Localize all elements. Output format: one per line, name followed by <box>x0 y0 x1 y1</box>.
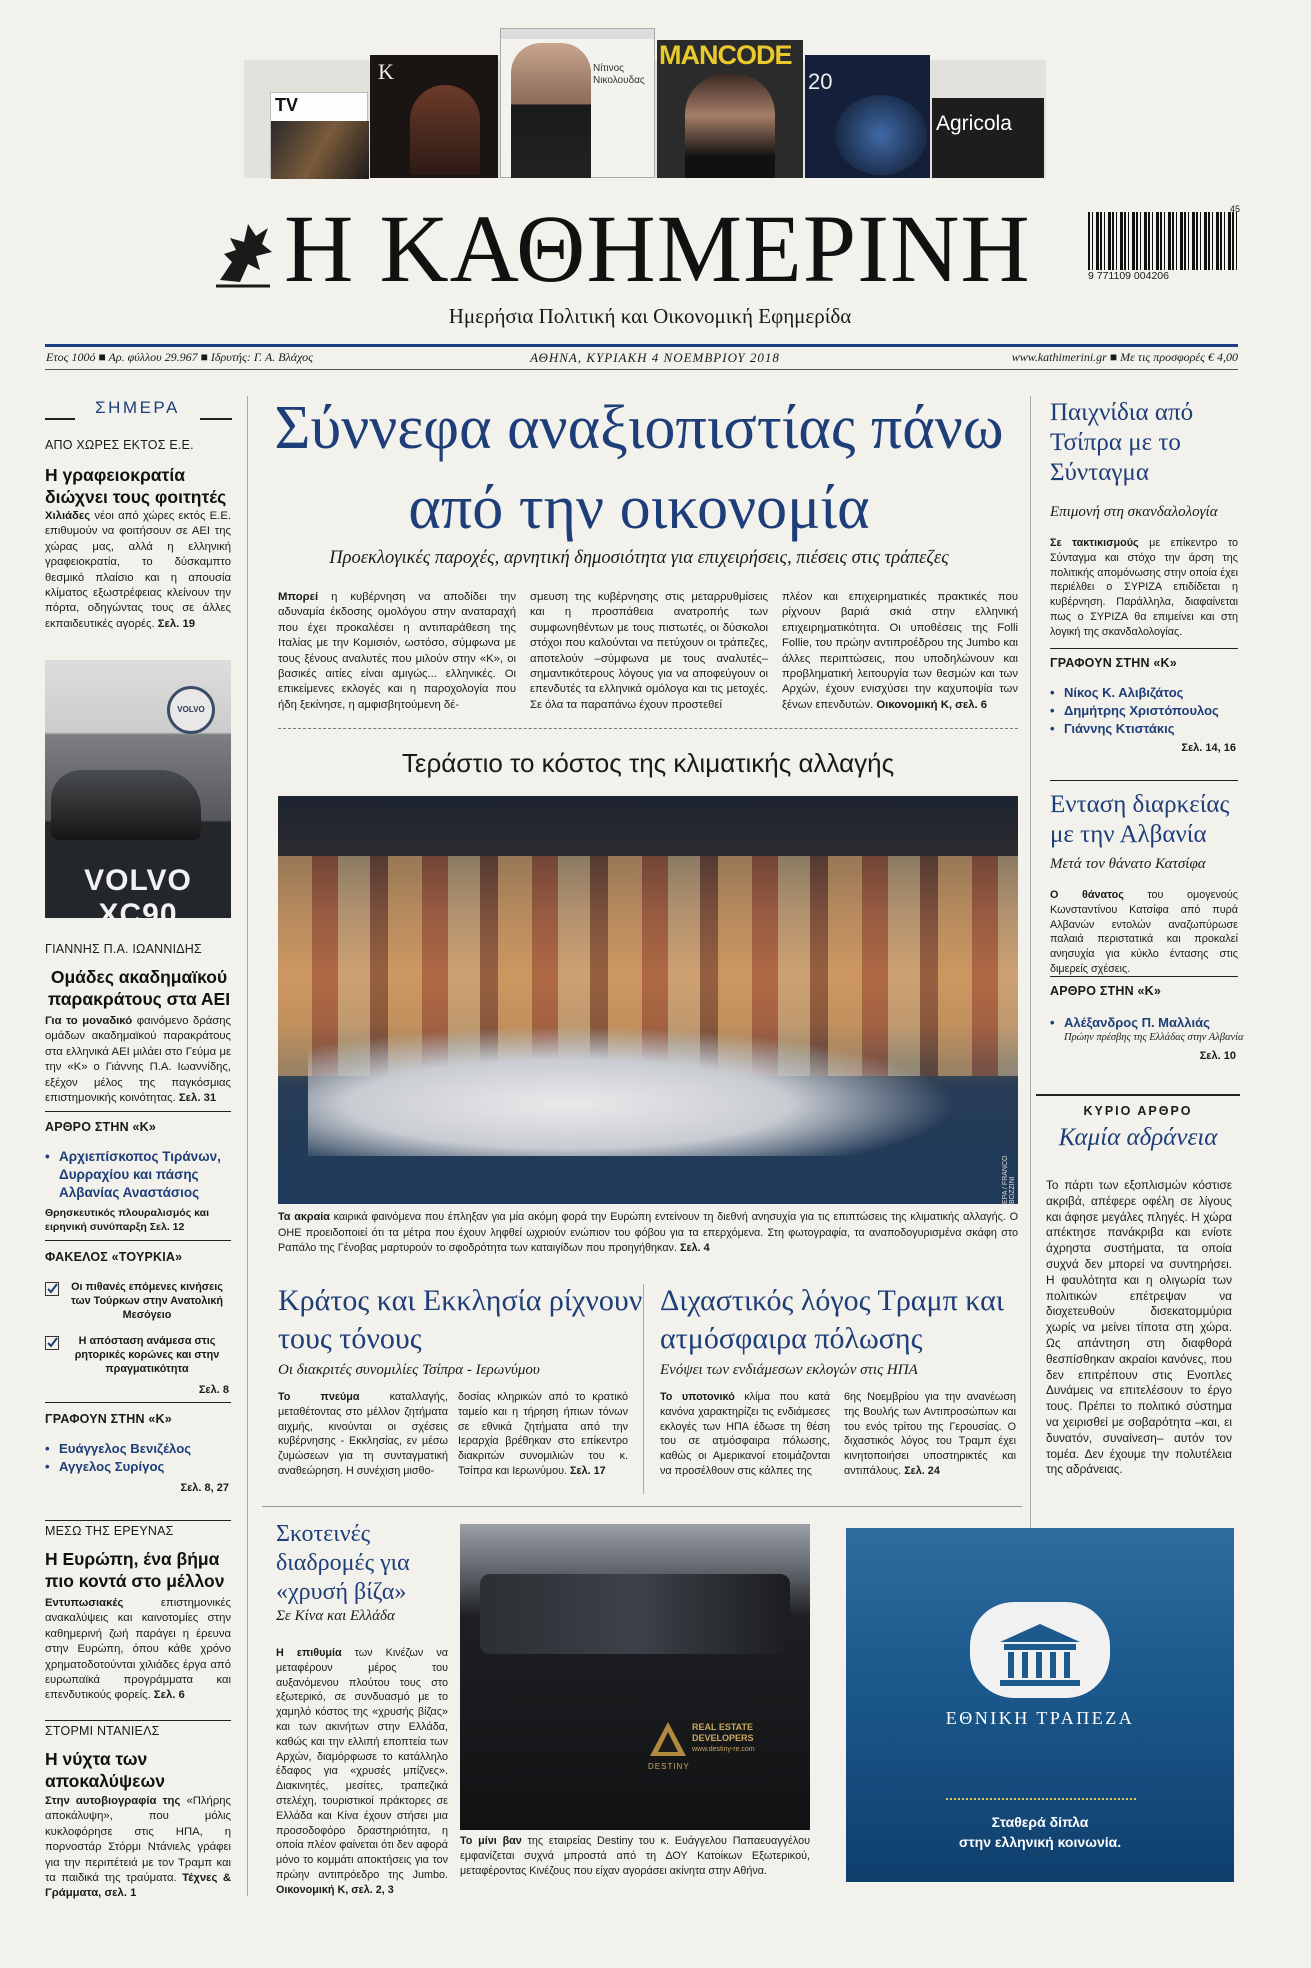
volvo-ad-label: VOLVO XC90 <box>84 864 192 931</box>
left-text-7-lead: Στην αυτοβιογραφία της <box>45 1795 181 1807</box>
right-sub-1: Επιμονή στη σκανδαλολογία <box>1050 504 1218 520</box>
left-text-6 <box>45 1596 231 1704</box>
left-rule-4 <box>45 1402 231 1403</box>
magazine-tv-label: TV <box>275 95 299 115</box>
left-check-item-1-text: Οι πιθανές επόμενες κινήσεις των Τούρκων στην Ανατολική Μεσόγειο <box>71 1281 223 1321</box>
right-ref-2[interactable]: Σελ. 14, 16 <box>1181 742 1236 754</box>
left-rule-3 <box>45 1240 231 1241</box>
magazine-portrait[interactable] <box>500 28 655 178</box>
photo-caption <box>278 1210 1018 1260</box>
magazine-portrait-face-image <box>511 43 591 178</box>
photo-caption-body: καιρικά φαινόμενα που έπληξαν για μία ακόμη φορά την Ευρώπη εντείνουν τη διεθνή ανησυχία για τις επιπτώσεις της κλιματικής αλλαγής. Ο ΟΗΕ προειδοποιεί ότι τα μέτρα που έχουν ληφθεί ωχριούν ενώπιον του φόβου για τα επερχόμενα. Στη φωτογραφία, τα αναποδογυρισμένα σκάφη στο Ραπάλο της Γένοβας μαρτυρούν το σφοδρότητα των καταιγίδων που προηγήθηκαν. <box>278 1211 1018 1254</box>
left-section-7: ΣΤΟΡΜΙ ΝΤΑΝΙΕΛΣ <box>45 1724 160 1738</box>
editorial-label: ΚΥΡΙΟ ΑΡΘΡΟ <box>1083 1104 1193 1118</box>
van-url: www.destiny-re.com <box>692 1746 755 1753</box>
left-section-2: ΓΙΑΝΝΗΣ Π.Α. ΙΩΑΝΝΙΔΗΣ <box>45 942 202 956</box>
dateline-right: www.kathimerini.gr ■ Με τις προσφορές € 4,00 <box>1011 350 1238 364</box>
left-text-1-body: νέοι από χώρες εκτός Ε.Ε. επιθυμούν να φοιτήσουν σε ΑΕΙ της χώρας μας, αλλά η ελληνική γραφειοκρατία, το δύσκαμπτο θεσμικό πλαίσιο και η απουσία κλίματος εξωστρέφειας κλείνουν την πόρτα, οδηγώντας τους σε άλλες εκπαιδευτικές αγορές. <box>45 510 231 630</box>
visa-photo-caption-lead: Το μίνι βαν <box>460 1835 522 1847</box>
masthead-subtitle: Ημερήσια Πολιτική και Οικονομική Εφημερίδα <box>448 304 852 328</box>
volvo-ad-car-image <box>51 770 201 840</box>
trump-col-1 <box>660 1390 830 1482</box>
left-ref-4[interactable]: Σελ. 8 <box>198 1384 229 1396</box>
right-list-4-item[interactable]: • Αλέξανδρος Π. Μαλλιάς <box>1050 1014 1240 1032</box>
right-rule-3 <box>1050 976 1238 977</box>
van-window-image <box>480 1574 790 1654</box>
left-rule-5 <box>45 1520 231 1521</box>
right-list-2-item-3[interactable]: • Γιάννης Κτιστάκις <box>1050 720 1240 738</box>
visa-photo-caption <box>460 1834 810 1882</box>
volvo-ad[interactable] <box>45 660 231 931</box>
editorial-box <box>1036 1094 1240 1484</box>
magazine-mancode-cover-image <box>685 74 775 178</box>
left-text-6-ref[interactable]: Σελ. 6 <box>150 1689 185 1702</box>
check-icon <box>45 1282 59 1296</box>
simera-label: ΣΗΜΕΡΑ <box>95 398 180 417</box>
right-text-3-lead: Ο θάνατος <box>1050 889 1124 901</box>
church-col-2-body: δοσίας κληρικών από το κρατικό ταμείο και η τήρηση ήπιων τόνων σε εθνικά ζητήματα από την Ιεραρχία βρέθηκαν στο επίκεντρο διακριτών συνομιλιών τoυ κ. Τσίπρα και Ιερωνύμου. <box>458 1391 628 1477</box>
barcode <box>1088 204 1240 284</box>
magazine-k[interactable] <box>370 55 498 178</box>
dateline-rule-top <box>45 344 1238 347</box>
trump-ref[interactable]: Σελ. 24 <box>901 1464 940 1477</box>
bank-slogan-2: στην ελληνική κοινωνία. <box>958 1834 1122 1850</box>
left-section-6: ΜΕΣΩ ΤΗΣ ΕΡΕΥΝΑΣ <box>45 1524 174 1538</box>
main-col-3-body: πλέον και επιχειρηματικές πρακτικές που ρίχνουν βαριά σκιά στην ελληνική επιχειρηματικότητα. Οι υποθέσεις της Folli Follie, του πρώην αντιπροέδρου της Jumbo και άλλες περιπτώσεις, που υποδηλώνουν και προβληματική λειτουργία των θεσμών και των Αρχών, έχουν ενισχύσει την καχυποψία των ξένων επενδυτών. <box>782 591 1018 711</box>
photo-boats-image <box>308 1026 958 1156</box>
visa-title[interactable]: Σκοτεινές διαδρομές για «χρυσή βίζα» <box>276 1521 410 1605</box>
left-text-6-body: επιστημονικές ανακαλύψεις και καινοτομίες στην καθημερινή ζωή παράγει η έρευνα στην Ευρώπη, όπου κάθε χρόνο χρηματοδοτούνται χιλιάδες έργα από ευρωπαϊκά προγράμματα και επενδυτικούς φορείς. <box>45 1597 231 1702</box>
left-text-7 <box>45 1794 231 1900</box>
bank-dotted-rule <box>946 1798 1136 1800</box>
left-title-6[interactable]: Η Ευρώπη, ένα βήμα πιο κοντά στο μέλλον <box>45 1549 225 1591</box>
volvo-badge-icon: VOLVO <box>167 686 215 734</box>
dateline-rule-bottom <box>45 369 1238 370</box>
magazine-twenty-cover-image <box>835 95 927 175</box>
left-text-7-body: «Πλήρης αποκάλυψη», που μόλις κυκλοφόρησε στις ΗΠΑ, η πορνοστάρ Στόρμι Ντάνιελς γράφει για την περιπέτειά με τον Τραμπ και τα παιδικά της τραύματα. <box>45 1795 231 1885</box>
visa-ref[interactable]: Οικονομική Κ, σελ. 2, 3 <box>276 1883 394 1896</box>
church-sub: Οι διακριτές συνομιλίες Τσίπρα - Ιερωνύμου <box>278 1362 540 1378</box>
main-photo[interactable] <box>278 796 1018 1204</box>
left-text-6-lead: Εντυπωσιακές <box>45 1597 124 1609</box>
left-check-item-2-text: Η απόσταση ανάμεσα στις ρητορικές κορώνες και στην πραγματικότητα <box>74 1335 220 1375</box>
left-note-3-ref[interactable]: Σελ. 12 <box>149 1221 185 1233</box>
right-text-3-body: του ομογενούς Κωνσταντίνου Κατσίφα από πυρά Αλβανών εντολών αναζωπύρωσε παλαιά περιστατικά και προκαλεί ανησυχία για κύκλο έντασης στις διμερείς σχέσεις. <box>1050 889 1238 975</box>
left-check-item-2[interactable] <box>45 1334 233 1378</box>
divider-left <box>247 396 248 1896</box>
photo-caption-ref[interactable]: Σελ. 4 <box>676 1242 710 1254</box>
bank-ad[interactable] <box>846 1528 1234 1882</box>
simera-rule-right <box>200 418 232 420</box>
right-sub-3: Μετά τον θάνατο Κατσίφα <box>1050 856 1206 872</box>
dateline-left: Ετος 100ό ■ Αρ. φύλλου 29.967 ■ Ιδρυτής: Γ. Α. Βλάχος <box>46 350 313 364</box>
barcode-issue: 45 <box>1229 204 1240 214</box>
left-section-5: ΓΡΑΦΟΥΝ ΣΤΗΝ «Κ» <box>45 1412 172 1426</box>
main-col-3-ref[interactable]: Οικονομική Κ, σελ. 6 <box>873 698 988 711</box>
visa-text-body: των Κινέζων να μεταφέρουν μέρος του αυξανόμενου πλούτου τους στο εξωτερικό, σε συνδυασμό με το χαμηλό κόστος της «χρυσής βίζας» και των ακινήτων στην Ελλάδα, καθώς και την ελλιπή εποπτεία των Αρχών, διαμόρφωσε το κατάλληλο έδαφος για «χρυσές μπίζνες». Διακινητές, μεσίτες, τραπεζικά στελέχη, τουριστικοί πράκτορες σε Ελλάδα και Κίνα έχουν στήσει μια προσοδοφόρο δραστηριότητα, η οποία πλέον φαίνεται ότι δεν αφορά μόνο το κομμάτι αποκτήσεις για τον πρώην αντιπρόεδρο της Jumbo. <box>276 1647 448 1881</box>
right-ref-4[interactable]: Σελ. 10 <box>1199 1050 1236 1062</box>
left-list-5-item-1[interactable]: • Ευάγγελος Βενιζέλος <box>45 1440 233 1458</box>
right-text-1 <box>1050 536 1238 644</box>
left-text-7-ref[interactable]: Τέχνες & Γράμματα, σελ. 1 <box>45 1872 231 1900</box>
church-title[interactable]: Κράτος και Εκκλησία ρίχνουν τους τόνους <box>278 1284 643 1355</box>
right-text-1-body: με επίκεντρο το Σύνταγμα και στόχο την άρση της πολιτικής απομόνωσης στην οποία έχει περιέλθει ο ΣΥΡΙΖΑ επιδίδεται η κυβέρνηση. Παράλληλα, διαφαίνεται πως ο ΣΥΡΙΖΑ θα επιμείνει και στη λογική της σκανδαλολογίας. <box>1050 537 1238 638</box>
right-section-4: ΑΡΘΡΟ ΣΤΗΝ «Κ» <box>1050 984 1162 998</box>
left-rule-2 <box>45 1111 231 1112</box>
left-check-item-1[interactable] <box>45 1280 233 1324</box>
left-text-2 <box>45 1014 231 1106</box>
bank-building-icon <box>970 1602 1110 1698</box>
magazine-agricola-label: Agricola <box>936 112 1012 135</box>
left-section-3: ΑΡΘΡΟ ΣΤΗΝ «Κ» <box>45 1120 157 1134</box>
trump-col-1-lead: Το υποτονικό <box>660 1391 735 1403</box>
photo-title: Τεράστιο το κόστος της κλιματικής αλλαγής <box>401 748 895 778</box>
simera-rule-left <box>45 418 75 420</box>
right-list-4 <box>1050 1014 1240 1032</box>
magazine-k-cover-image <box>410 85 480 175</box>
right-text-3 <box>1050 888 1238 975</box>
magazine-tv-cover-image <box>271 121 369 179</box>
left-list-3-item[interactable]: • Αρχιεπίσκοπος Τιράνων, Δυρραχίου και πάσης Αλβανίας Αναστάσιος <box>45 1148 233 1202</box>
left-list-3 <box>45 1148 233 1202</box>
main-col-1 <box>278 590 516 714</box>
visa-text-lead: Η επιθυμία <box>276 1647 342 1659</box>
van-brand: REAL ESTATE DEVELOPERS <box>692 1722 754 1743</box>
main-col-2: σμευση της κυβέρνησης στις μεταρρυθμίσεις και η προσπάθεια ανατροπής των συμφωνηθέντων με τους πιστωτές, οι δύσκολοι στόχοι που καλούνται να πετύχουν οι τράπεζες, αποτελούν –σύμφωνα με τους αναλυτές– σημαντικότερους λόγους για να αποφεύγουν οι επενδυτές τα ελληνικά ομόλογα και τις μετοχές. Σε όλα τα παραπάνω έχουν προστεθεί <box>530 591 768 711</box>
left-ref-5[interactable]: Σελ. 8, 27 <box>180 1482 229 1494</box>
magazine-agricola[interactable] <box>932 98 1044 178</box>
right-list-2 <box>1050 684 1240 738</box>
barcode-bars <box>1088 212 1240 270</box>
main-headline[interactable]: Σύννεφα αναξιοπιστίας πάνω από την οικονομία <box>274 394 1004 542</box>
trump-title[interactable]: Διχαστικός λόγος Τραμπ και ατμόσφαιρα πόλωσης <box>660 1284 1004 1355</box>
left-note-3 <box>45 1206 233 1234</box>
dateline-center: ΑΘΗΝΑ, ΚΥΡΙΑΚΗ 4 ΝΟΕΜΒΡΙΟΥ 2018 <box>530 350 780 365</box>
magazine-k-label: K <box>378 59 394 84</box>
center-rule-bottom <box>262 1506 1022 1507</box>
magazine-mancode[interactable] <box>657 40 803 178</box>
magazine-mancode-label: MANCODE <box>659 40 792 70</box>
church-col-1-body: καταλλαγής, μεταθέτοντας στο μέλλον ζητήματα αιχμής, κινούνται οι σχέσεις κυβέρνησης - Εκκλησίας, εν μέσω ζυμώσεων για τη συνταγματική αναθεώρηση. Η συνέχιση μισθο- <box>278 1391 448 1477</box>
right-list-2-item-2[interactable]: • Δημήτρης Χριστόπουλος <box>1050 702 1240 720</box>
van-name: DESTINY <box>648 1762 690 1771</box>
left-text-1 <box>45 509 231 633</box>
trump-col-2 <box>844 1390 1016 1482</box>
main-col-1-lead: Μπορεί <box>278 591 319 603</box>
trump-sub: Ενόψει των ενδιάμεσων εκλογών στις ΗΠΑ <box>660 1362 918 1378</box>
left-text-1-lead: Χιλιάδες <box>45 510 91 522</box>
trump-col-2-body: 6ης Νοεμβρίου για την ανανέωση της Βουλής των Αντιπροσώπων και του ενός τρίτου της Γερουσίας. Ο διχαστικός λόγος του Τραμπ έχει κινητοποιήσει υποστηρικτές και αντιπάλους. <box>844 1391 1016 1477</box>
barcode-number: 9 771109 004206 <box>1088 270 1169 282</box>
left-text-2-body: φαινόμενο δράσης ομάδων ακαδημαϊκού παρακράτους στα ελληνικά ΑΕΙ μιλάει στο Γεύμα με την «Κ» ο Γιάννης Π.Α. Ιωαννίδης, εξέχον μέλος της παγκόσμιας επιστημονικής κοινότητας. <box>45 1015 231 1105</box>
right-note-4: Πρώην πρέσβης της Ελλάδας στην Αλβανία <box>1064 1032 1244 1043</box>
main-col-3 <box>782 590 1018 714</box>
left-note-3-text: Θρησκευτικός πλουραλισμός και ειρηνική συνύπαρξη <box>45 1207 209 1233</box>
visa-text <box>276 1646 448 1896</box>
left-text-1-ref[interactable]: Σελ. 19 <box>154 617 196 630</box>
divider-center <box>643 1284 644 1494</box>
left-text-2-ref[interactable]: Σελ. 31 <box>175 1092 217 1105</box>
main-subhead: Προεκλογικές παροχές, αρνητική δημοσιότητα για επιχειρήσεις, πιέσεις στις τράπεζες <box>329 548 949 568</box>
right-title-1[interactable]: Παιχνίδια από Τσίπρα με το Σύνταγμα <box>1050 399 1194 486</box>
right-list-2-item-1[interactable]: • Νίκος Κ. Αλιβιζάτος <box>1050 684 1240 702</box>
magazine-tv[interactable] <box>270 92 368 178</box>
bank-slogan-1: Σταθερά δίπλα <box>991 1814 1089 1830</box>
magazine-twenty[interactable] <box>805 55 930 178</box>
visa-photo[interactable] <box>460 1524 810 1830</box>
left-title-2[interactable]: Ομάδες ακαδημαϊκού παρακράτους στα ΑΕΙ <box>47 967 231 1009</box>
main-dashed-rule <box>278 728 1018 729</box>
editorial-text: Το πάρτι των εξοπλισμών κόστισε ακριβά, απέφερε οφέλη σε λίγους και άφησε μεγάλες πληγές. Η χώρα απέκτησε πανάκριβα και ενίοτε άχρηστα συστήματα, τα οποία συχνά δεν μπορεί να συντηρήσει. Η φαυλότητα και η ολιγωρία των πολιτικών επέτρεψαν να διοχετευθούν δισεκατομμύρια χωρίς να μείνει τίποτα στη χώρα. Ως απάντηση στη διαφθορά θεσπίσθηκαν ακραίοι κανόνες, που δεν επιτρέπουν στις Ενοπλες Δυνάμεις να επιτελέσουν το έργο τους. Πρέπει το πολιτικό σύστημα να χειρισθεί με σοβαρότητα –και, ει δυνατόν, συναίνεση– αυτόν τον τομέα. Δεν έχουμε την πολυτέλεια της αδράνειας. <box>1046 1178 1232 1477</box>
church-col-2 <box>458 1390 628 1482</box>
right-text-1-lead: Σε τακτικισμούς <box>1050 537 1139 549</box>
photo-credit: EPA / FRANCO BOZZINI <box>1002 1155 1016 1204</box>
church-col-1-lead: Το πνεύμα <box>278 1391 360 1403</box>
destiny-logo-icon <box>648 1720 688 1760</box>
griffin-logo-icon <box>210 210 278 290</box>
left-rule-6 <box>45 1720 231 1721</box>
church-col-1 <box>278 1390 448 1482</box>
editorial-title[interactable]: Καμία αδράνεια <box>1058 1124 1218 1151</box>
bank-name: ΕΘΝΙΚΗ ΤΡΑΠΕΖΑ <box>945 1708 1135 1728</box>
left-list-5 <box>45 1440 233 1476</box>
right-rule-1 <box>1050 648 1238 649</box>
visa-photo-caption-body: της εταιρείας Destiny του κ. Ευάγγελου Παπαευαγγέλου εμφανίζεται συχνά μπροστά από τη ΔΟΥ Κατοίκων Εξωτερικού, μεταφέροντας Κινέζους που είχαν αγοράσει ακίνητα στην Αθήνα. <box>460 1835 810 1877</box>
right-title-3[interactable]: Ενταση διαρκείας με την Αλβανία <box>1050 791 1230 848</box>
left-title-7[interactable]: Η νύχτα των αποκαλύψεων <box>45 1749 165 1791</box>
magazine-portrait-header <box>501 29 654 39</box>
visa-sub: Σε Κίνα και Ελλάδα <box>276 1608 395 1624</box>
masthead-title: Η ΚΑΘΗΜΕΡΙΝΗ <box>284 195 1031 302</box>
left-section-1: ΑΠΟ ΧΩΡΕΣ ΕΚΤΟΣ Ε.Ε. <box>45 438 194 452</box>
left-section-4: ΦΑΚΕΛΟΣ «ΤΟΥΡΚΙΑ» <box>45 1250 183 1264</box>
church-ref[interactable]: Σελ. 17 <box>567 1464 606 1477</box>
main-col-1-body: η κυβέρνηση να αποδίδει την αδυναμία έκδοσης ομολόγου στην αναταραχή που έχει προκαλέσει η αντιπαράθεση της Ιταλίας με την Κομισιόν, ωστόσο, σύμφωνα με τους ξένους αναλυτές που μιλούν στην «Κ», οι βασικές αιτίες είναι αμιγώς... ελληνικές. Οι επικείμενες εκλογές και η παροχολογία που ήδη ξεκίνησε, η αμφισβητούμενη δέ- <box>278 591 516 711</box>
trump-col-1-body: κλίμα που κατά κανόνα χαρακτηρίζει τις ενδιάμεσες εκλογές των ΗΠΑ έδωσε τη θέση του σε ατμόσφαιρα πόλωσης, καθώς οι Αμερικανοί ετοιμάζονται να προσέλθουν στις κάλπες της <box>660 1391 830 1477</box>
left-list-5-item-2[interactable]: • Αγγελος Συρίγος <box>45 1458 233 1476</box>
right-section-2: ΓΡΑΦΟΥΝ ΣΤΗΝ «Κ» <box>1050 656 1177 670</box>
left-text-2-lead: Για το μοναδικό <box>45 1015 133 1027</box>
right-rule-2 <box>1050 780 1238 781</box>
photo-caption-lead: Τα ακραία <box>278 1211 330 1223</box>
left-title-1[interactable]: Η γραφειοκρατία διώχνει τους φοιτητές <box>45 465 227 507</box>
check-icon <box>45 1336 59 1350</box>
magazine-twenty-label: 20 <box>808 69 833 94</box>
magazine-portrait-title: Νίτινος Νικολουδας <box>593 63 645 86</box>
